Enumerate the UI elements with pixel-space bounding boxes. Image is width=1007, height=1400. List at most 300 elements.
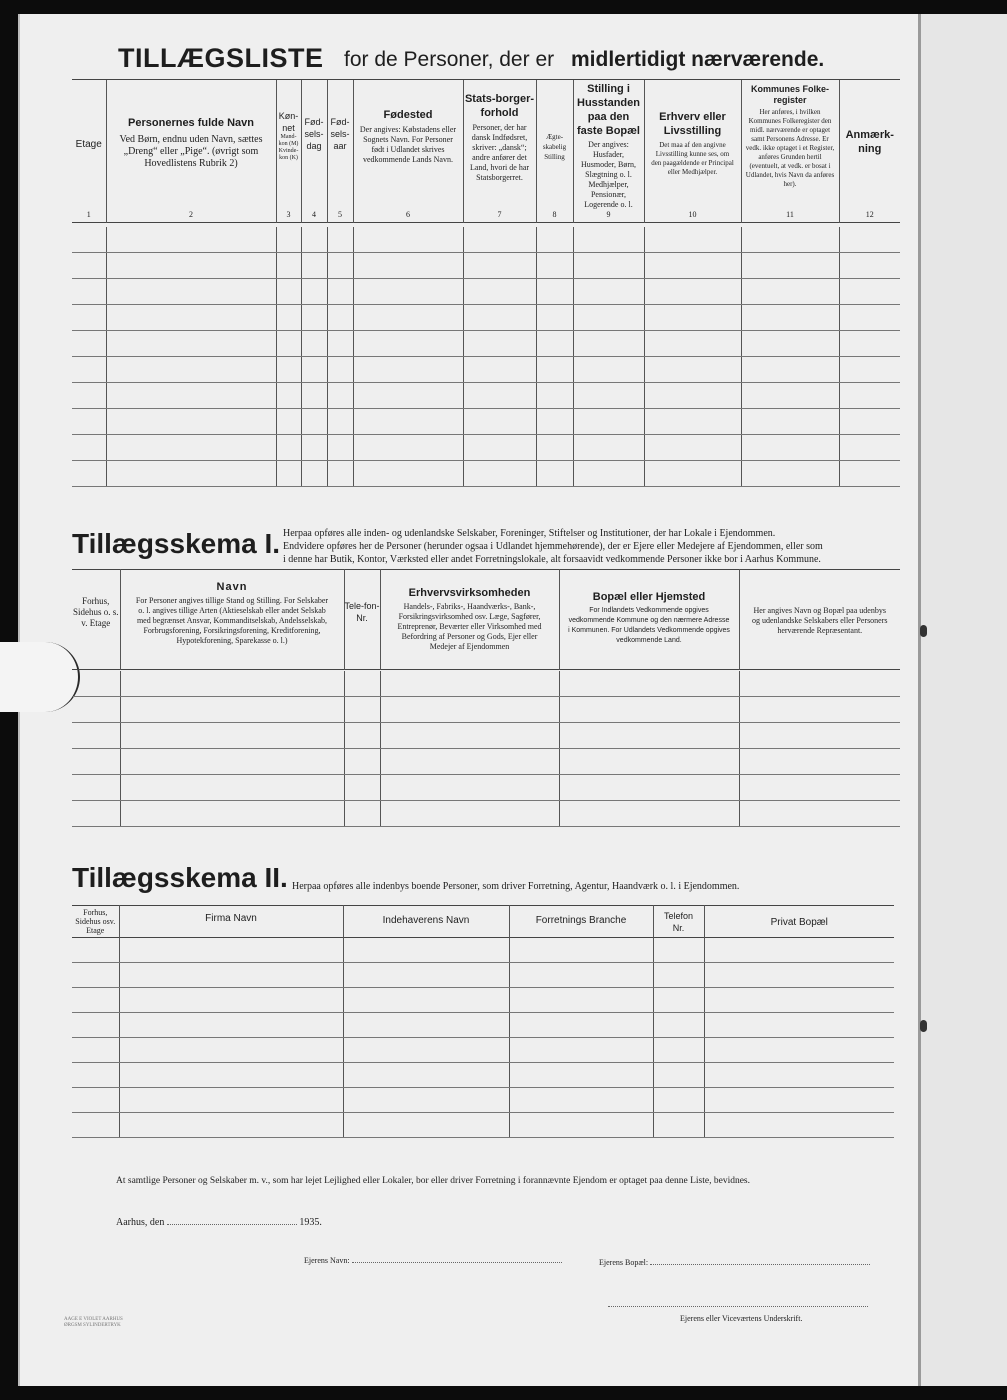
table-cell[interactable] [301,305,327,331]
punch-hole [920,625,927,637]
table-cell[interactable] [704,938,894,963]
table-cell[interactable] [380,801,559,827]
date-field[interactable] [167,1216,297,1225]
table-cell[interactable] [344,775,380,801]
table-cell[interactable] [380,697,559,723]
table-cell[interactable] [276,461,301,487]
table-row [72,383,900,409]
table-cell[interactable] [106,357,276,383]
table-cell[interactable] [739,697,900,723]
table-cell[interactable] [741,227,839,253]
table-cell[interactable] [119,938,343,963]
table-cell[interactable] [536,409,573,435]
col-head: Stats-borger-forhold [464,93,535,119]
table-cell[interactable] [119,1038,343,1063]
table-cell[interactable] [644,331,741,357]
table-cell[interactable] [327,383,353,409]
table-cell[interactable] [509,1113,653,1138]
skema1-description [283,527,898,566]
table-cell[interactable] [327,409,353,435]
table-cell[interactable] [741,253,839,279]
table-cell[interactable] [106,435,276,461]
table-cell[interactable] [644,357,741,383]
table-cell[interactable] [839,409,900,435]
table-cell[interactable] [573,253,644,279]
table-cell[interactable] [301,227,327,253]
table-cell[interactable] [739,749,900,775]
main-table-body [72,227,900,487]
col-num: 1 [72,210,106,223]
table-cell[interactable] [839,383,900,409]
table-cell[interactable] [276,357,301,383]
table-cell[interactable] [72,305,106,331]
binder-clip [0,642,80,712]
skema1-col-head: Erhvervsvirksomheden [408,587,531,599]
table-row [72,749,900,775]
table-cell[interactable] [839,227,900,253]
table-cell[interactable] [653,938,704,963]
table-cell[interactable] [276,383,301,409]
table-row [72,671,900,697]
table-cell[interactable] [72,227,106,253]
table-cell[interactable] [559,671,739,697]
skema2-body [72,938,894,1138]
table-cell[interactable] [509,963,653,988]
table-cell[interactable] [644,305,741,331]
table-row [72,1088,894,1113]
table-cell[interactable] [72,938,119,963]
owner-address-field[interactable] [650,1256,870,1265]
table-cell[interactable] [559,723,739,749]
table-row [72,305,900,331]
table-cell[interactable] [509,988,653,1013]
table-cell[interactable] [644,279,741,305]
table-cell[interactable] [380,775,559,801]
main-title: TILLÆGSLISTE [118,43,324,73]
col-head: Anmærk-ning [845,129,894,155]
table-row [72,775,900,801]
skema2-col-branche: Forretnings Branche [535,915,627,926]
table-cell[interactable] [119,988,343,1013]
table-cell[interactable] [463,279,536,305]
table-cell[interactable] [72,383,106,409]
table-cell[interactable] [704,1013,894,1038]
table-cell[interactable] [344,749,380,775]
table-cell[interactable] [72,435,106,461]
table-cell[interactable] [839,461,900,487]
table-row [72,963,894,988]
table-row [72,227,900,253]
table-cell[interactable] [72,697,120,723]
table-cell[interactable] [536,253,573,279]
table-cell[interactable] [509,1063,653,1088]
table-cell[interactable] [72,671,120,697]
col-head: Køn-net [278,111,299,133]
col-num: 5 [327,210,353,223]
table-cell[interactable] [536,331,573,357]
table-cell[interactable] [536,435,573,461]
table-cell[interactable] [839,305,900,331]
table-row [72,1013,894,1038]
table-cell[interactable] [72,749,120,775]
skema1-col-sub: Handels-, Fabriks-, Haandværks-, Bank-, Forsikringsvirksomhed osv. Læge, Sagfører, Entreprenør, Beværter eller Virksomhed med Befordring af Personer og Gods, Ejer eller Medejer af Ejendommen [397,602,542,651]
col-sub: Der angives: Husfader, Husmoder, Børn, Slægtning o. l. Medhjælper, Pensionær, Logerende o. l. [580,140,636,209]
table-cell[interactable] [653,1038,704,1063]
table-cell[interactable] [276,435,301,461]
table-cell[interactable] [463,305,536,331]
skema1-col-sub: Her angives Navn og Bopæl paa udenbys og udenlandske Selskabers eller Personers herværende Repræsentant. [751,606,888,635]
table-cell[interactable] [72,1038,119,1063]
owner-address-label: Ejerens Bopæl: [599,1258,649,1267]
table-cell[interactable] [536,279,573,305]
col-sub: Her anføres, i hvilken Kommunes Folkeregister den midl. nærværende er optaget samt Personens Adresse. Er vedk. ikke optaget i et Register, anføres Grunden hertil (eventuelt, at vedk. er bosat i Udlandet, hvis Navn da anføres her). [745,108,835,188]
table-cell[interactable] [704,1088,894,1113]
table-cell[interactable] [739,723,900,749]
table-cell[interactable] [704,963,894,988]
table-cell[interactable] [343,1088,509,1113]
table-cell[interactable] [536,305,573,331]
table-cell[interactable] [120,801,344,827]
col-num: 12 [865,210,874,219]
table-row [72,435,900,461]
table-cell[interactable] [72,1013,119,1038]
table-cell[interactable] [344,671,380,697]
skema1-header [72,569,900,670]
skema1-desc-line: Endvidere opføres her de Personer (herunder ogsaa i Udlandet hjemmehørende), der er Ejere eller Medejere af Ejendommen, eller som [283,541,823,552]
table-cell[interactable] [741,305,839,331]
skema2-title: Tillægsskema II. [72,862,288,893]
table-cell[interactable] [301,279,327,305]
table-cell[interactable] [536,357,573,383]
table-cell[interactable] [353,305,463,331]
table-cell[interactable] [343,963,509,988]
table-cell[interactable] [741,461,839,487]
table-cell[interactable] [573,331,644,357]
table-cell[interactable] [573,435,644,461]
table-cell[interactable] [353,279,463,305]
table-cell[interactable] [72,963,119,988]
table-cell[interactable] [559,801,739,827]
table-cell[interactable] [353,461,463,487]
table-cell[interactable] [353,227,463,253]
main-title-mid: for de Personer, der er [344,48,555,71]
table-cell[interactable] [739,775,900,801]
table-cell[interactable] [644,383,741,409]
skema2-header [72,905,894,938]
table-cell[interactable] [644,227,741,253]
table-cell[interactable] [741,331,839,357]
signature-field[interactable] [608,1306,868,1307]
table-cell[interactable] [463,227,536,253]
table-row [72,723,900,749]
col-num: 7 [463,210,536,223]
table-cell[interactable] [463,331,536,357]
col-num: 3 [276,210,301,223]
table-cell[interactable] [463,357,536,383]
table-cell[interactable] [573,279,644,305]
skema2-col-etage: Forhus, Sidehus osv. Etage [72,906,119,938]
skema1-desc-line: i denne har Butik, Kontor, Værksted eller andet Forretningslokale, alt forsaavidt vedkommende Personer ikke bor i Aarhus Kommune. [283,554,821,565]
table-cell[interactable] [72,723,120,749]
table-cell[interactable] [839,253,900,279]
table-cell[interactable] [72,253,106,279]
col-sub: Der angives: Købstadens eller Sognets Navn. For Personer født i Udlandet skrives vedkommende Lands Navn. [359,125,457,164]
table-cell[interactable] [739,671,900,697]
place-date-line [116,1216,322,1228]
table-cell[interactable] [343,938,509,963]
table-cell[interactable] [327,357,353,383]
table-cell[interactable] [704,1063,894,1088]
table-cell[interactable] [343,1113,509,1138]
printer-mark: AAGE E VIOLET AARHUS ØRGSM SYLINDERTRYK [64,1317,123,1328]
table-cell[interactable] [463,409,536,435]
table-cell[interactable] [463,253,536,279]
table-cell[interactable] [301,357,327,383]
skema2-col-telefon: Telefon Nr. [663,911,694,933]
col-sub: Det maa af den angivne Livsstilling kunne ses, om den paagældende er Principal eller Medhjælper. [651,141,734,176]
skema1-body [72,671,900,827]
owner-name-field[interactable] [352,1254,562,1263]
table-cell[interactable] [106,279,276,305]
table-cell[interactable] [509,1038,653,1063]
skema1-title: Tillægsskema I. [72,528,281,559]
main-table-header [72,80,900,223]
table-cell[interactable] [380,723,559,749]
table-cell[interactable] [276,279,301,305]
col-head: Kommunes Folke-register [750,84,829,105]
table-cell[interactable] [72,279,106,305]
col-head: Personernes fulde Navn [128,117,254,129]
table-cell[interactable] [327,305,353,331]
table-cell[interactable] [573,461,644,487]
table-cell[interactable] [327,435,353,461]
table-cell[interactable] [573,227,644,253]
table-cell[interactable] [839,357,900,383]
table-row [72,1038,894,1063]
table-cell[interactable] [72,1113,119,1138]
table-cell[interactable] [644,409,741,435]
table-cell[interactable] [72,357,106,383]
table-cell[interactable] [120,697,344,723]
table-row [72,253,900,279]
table-cell[interactable] [741,279,839,305]
table-cell[interactable] [106,461,276,487]
table-cell[interactable] [644,253,741,279]
col-head: Stilling i Husstanden paa den faste Bopæl [577,83,640,137]
owner-name-label: Ejerens Navn: [304,1256,350,1265]
table-cell[interactable] [536,227,573,253]
table-cell[interactable] [536,461,573,487]
table-row [72,938,894,963]
table-cell[interactable] [644,461,741,487]
table-row [72,357,900,383]
col-sub: Personer, der har dansk Indfødsret, skriver: „dansk“; andre anfører det Land, hvori de har Statsborgerret. [469,123,530,182]
table-cell[interactable] [704,988,894,1013]
table-cell[interactable] [741,357,839,383]
table-cell[interactable] [741,409,839,435]
table-cell[interactable] [327,279,353,305]
table-cell[interactable] [353,253,463,279]
skema2-col-bopael: Privat Bopæl [770,917,828,928]
table-cell[interactable] [653,1113,704,1138]
table-cell[interactable] [653,963,704,988]
table-cell[interactable] [644,435,741,461]
table-cell[interactable] [106,331,276,357]
table-cell[interactable] [353,331,463,357]
skema1-col-sub: For Personer angives tillige Stand og Stilling. For Selskaber o. l. angives tillige Arten (Aktieselskab eller andet Selskab med begrænset Ansvar, Kommanditselskab, Andelsselskab, Forbrugsforening, Forsikringsforening, Kreditforening, Hypotekforening, Sparekasse o. l.) [135,596,329,645]
place-label: Aarhus, den [116,1217,165,1228]
table-cell[interactable] [353,357,463,383]
table-cell[interactable] [559,749,739,775]
next-page-edge [918,14,1007,1386]
table-cell[interactable] [344,723,380,749]
table-cell[interactable] [353,383,463,409]
table-cell[interactable] [119,963,343,988]
table-cell[interactable] [704,1113,894,1138]
col-head: Fød-sels-dag [304,117,324,151]
punch-hole [920,1020,927,1032]
table-cell[interactable] [106,305,276,331]
table-cell[interactable] [276,331,301,357]
table-cell[interactable] [380,749,559,775]
table-cell[interactable] [559,697,739,723]
table-cell[interactable] [276,409,301,435]
table-cell[interactable] [463,461,536,487]
skema2-col-indehaver: Indehaverens Navn [382,915,470,926]
col-num: 11 [741,210,839,223]
table-row [72,279,900,305]
table-cell[interactable] [463,435,536,461]
col-head: Fødested [383,109,433,121]
table-cell[interactable] [353,435,463,461]
main-title-end: midlertidigt nærværende. [571,48,825,71]
table-cell[interactable] [343,1063,509,1088]
table-cell[interactable] [536,383,573,409]
table-cell[interactable] [839,435,900,461]
col-num: 10 [644,210,741,223]
skema1-desc-line: Herpaa opføres alle inden- og udenlandske Selskaber, Foreninger, Stiftelser og Institutioner, der har Lokale i Ejendommen. [283,528,776,539]
table-cell[interactable] [106,253,276,279]
table-cell[interactable] [119,1063,343,1088]
col-num: 2 [106,210,276,223]
signature-label: Ejerens eller Viceværtens Underskrift. [680,1314,803,1323]
table-cell[interactable] [72,1088,119,1113]
table-cell[interactable] [276,305,301,331]
table-cell[interactable] [327,461,353,487]
table-cell[interactable] [653,1063,704,1088]
table-cell[interactable] [343,1038,509,1063]
table-cell[interactable] [72,331,106,357]
table-cell[interactable] [72,409,106,435]
table-cell[interactable] [463,383,536,409]
col-sub: Mand-kon (M) Kvinde-kon (K) [278,134,299,161]
table-cell[interactable] [327,253,353,279]
table-cell[interactable] [739,801,900,827]
table-cell[interactable] [301,253,327,279]
table-cell[interactable] [839,331,900,357]
table-cell[interactable] [72,461,106,487]
col-head: Erhverv eller Livsstilling [659,111,726,137]
table-cell[interactable] [276,253,301,279]
table-cell[interactable] [343,1013,509,1038]
table-cell[interactable] [120,671,344,697]
table-cell[interactable] [301,331,327,357]
table-cell[interactable] [741,383,839,409]
table-cell[interactable] [120,749,344,775]
table-cell[interactable] [327,331,353,357]
table-cell[interactable] [353,409,463,435]
table-cell[interactable] [509,1088,653,1113]
col-num: 6 [353,210,463,223]
year-label: 1935. [299,1217,322,1228]
table-cell[interactable] [741,435,839,461]
table-cell[interactable] [509,1013,653,1038]
table-cell[interactable] [106,409,276,435]
table-cell[interactable] [301,409,327,435]
table-cell[interactable] [380,671,559,697]
table-cell[interactable] [301,435,327,461]
table-cell[interactable] [343,988,509,1013]
table-cell[interactable] [653,988,704,1013]
col-head: Ægte-skabelig Stilling [542,133,567,161]
table-cell[interactable] [573,409,644,435]
owner-address-line [599,1256,870,1267]
table-cell[interactable] [509,938,653,963]
table-cell[interactable] [72,775,120,801]
table-cell[interactable] [120,723,344,749]
table-cell[interactable] [327,227,353,253]
table-cell[interactable] [344,697,380,723]
owner-name-line [304,1254,562,1265]
table-cell[interactable] [301,383,327,409]
table-cell[interactable] [119,1013,343,1038]
table-row [72,697,900,723]
table-cell[interactable] [704,1038,894,1063]
table-cell[interactable] [573,305,644,331]
table-cell[interactable] [653,1013,704,1038]
table-row [72,988,894,1013]
table-cell[interactable] [276,227,301,253]
table-cell[interactable] [344,801,380,827]
table-cell[interactable] [72,988,119,1013]
skema2-description: Herpaa opføres alle indenbys boende Personer, som driver Forretning, Agentur, Haandværk o. l. i Ejendommen. [292,881,740,892]
col-sub: Ved Børn, endnu uden Navn, sættes „Dreng“ eller „Pige“. (øvrigt som Hovedlistens Rubrik 2) [119,134,263,169]
table-cell[interactable] [559,775,739,801]
table-cell[interactable] [653,1088,704,1113]
skema1-col-sub: For Indlandets Vedkommende opgives vedkommende Kommune og den nærmere Adresse i Kommunen. For Udlandets Vedkommende opgives vedkommende Land. [568,607,730,644]
table-cell[interactable] [106,383,276,409]
col-num: 8 [536,210,573,223]
skema1-col-head: Bopæl eller Hjemsted [592,591,706,603]
table-cell[interactable] [301,461,327,487]
table-row [72,461,900,487]
table-cell[interactable] [119,1113,343,1138]
table-cell[interactable] [573,383,644,409]
table-row [72,1063,894,1088]
col-head: Fød-sels-aar [330,117,350,151]
table-row [72,331,900,357]
table-cell[interactable] [72,801,120,827]
table-cell[interactable] [120,775,344,801]
table-cell[interactable] [573,357,644,383]
table-cell[interactable] [72,1063,119,1088]
skema2-col-firma: Firma Navn [205,913,257,924]
table-cell[interactable] [119,1088,343,1113]
table-cell[interactable] [839,279,900,305]
col-num: 4 [301,210,327,223]
table-cell[interactable] [106,227,276,253]
table-row [72,801,900,827]
